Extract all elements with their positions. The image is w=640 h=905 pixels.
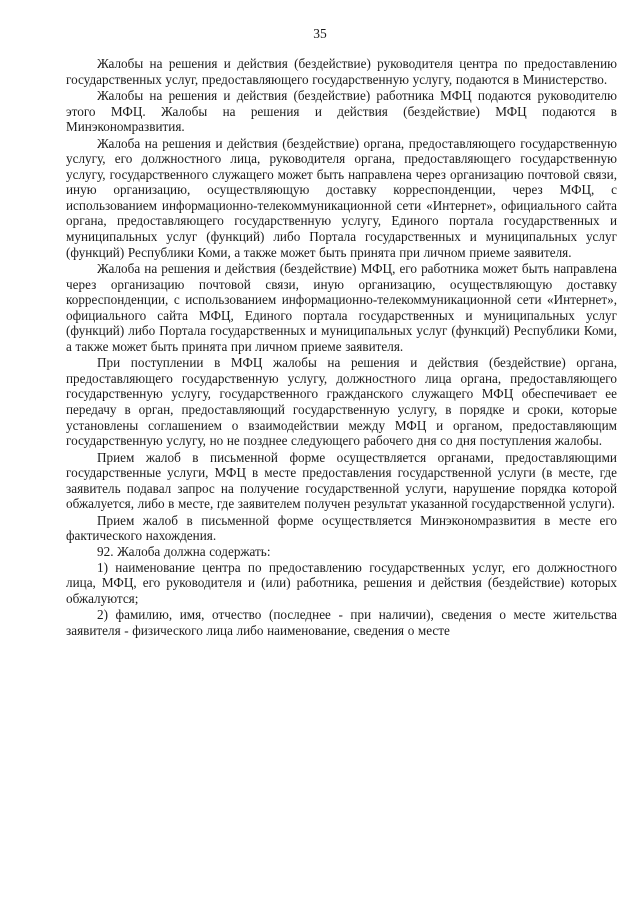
paragraph-complaint-authority-channels: Жалоба на решения и действия (бездействие) органа, предоставляющего государственную услугу, его должностного лица, руководителя органа, предоставляющего государственную услугу, государственного служащего может быть направлена через организацию почтовой связи, иную организацию, осуществляющую доставку корреспонденции, через МФЦ, с использованием информационно-телекоммуникационной сети «Интернет», официального сайта органа, предоставляющего государственную услугу, Единого портала государственных и муниципальных услуг (функций) либо Портала государственных и муниципальных услуг (функций) Республики Коми, а также может быть принята при личном приеме заявителя. bbox=[66, 135, 617, 260]
paragraph-complaint-center-head: Жалобы на решения и действия (бездействие) руководителя центра по предоставлению государственных услуг, предоставляющего государственную услугу, подаются в Министерство. bbox=[66, 56, 617, 87]
paragraph-complaint-mfc-channels: Жалоба на решения и действия (бездействие) МФЦ, его работника может быть направлена через организацию почтовой связи, иную организацию, осуществляющую доставку корреспонденции, с использованием информационно-телекоммуникационной сети «Интернет», официального сайта МФЦ, Единого портала государственных и муниципальных услуг (функций) либо Портала государственных и муниципальных услуг (функций) Республики Коми, а также может быть принята при личном приеме заявителя. bbox=[66, 261, 617, 354]
paragraph-mfc-forwarding: При поступлении в МФЦ жалобы на решения и действия (бездействие) органа, предоставляющего государственную услугу, должностного лица органа, предоставляющего государственную услугу, государственного гражданского служащего МФЦ обеспечивает ее передачу в орган, предоставляющий государственную услугу, в порядке и сроки, которые установлены соглашением о взаимодействии между МФЦ и органом, предоставляющим государственную услугу, но не позднее следующего рабочего дня со дня поступления жалобы. bbox=[66, 355, 617, 449]
document-body bbox=[66, 56, 617, 638]
paragraph-written-reception: Прием жалоб в письменной форме осуществляется органами, предоставляющими государственные услуги, МФЦ в месте предоставления государственной услуги (в месте, где заявитель подавал запрос на получение государственной услуги, нарушение порядка которой обжалуется, либо в месте, где заявителем получен результат указанной государственной услуги). bbox=[66, 449, 617, 512]
paragraph-complaint-mfc-worker: Жалобы на решения и действия (бездействие) работника МФЦ подаются руководителю этого МФЦ. Жалобы на решения и действия (бездействие) МФЦ подаются в Минэкономразвития. bbox=[66, 88, 617, 135]
list-item-2: 2) фамилию, имя, отчество (последнее - при наличии), сведения о месте жительства заявителя - физического лица либо наименование, сведения о месте bbox=[66, 607, 617, 638]
page-number: 35 bbox=[313, 26, 327, 41]
list-item-1: 1) наименование центра по предоставлению государственных услуг, его должностного лица, МФЦ, его руководителя и (или) работника, решения и действия (бездействие) которых обжалуются; bbox=[66, 559, 617, 606]
paragraph-ministry-reception: Прием жалоб в письменной форме осуществляется Минэкономразвития в месте его фактического нахождения. bbox=[66, 512, 617, 544]
paragraph-item-92-heading: 92. Жалоба должна содержать: bbox=[97, 543, 271, 559]
